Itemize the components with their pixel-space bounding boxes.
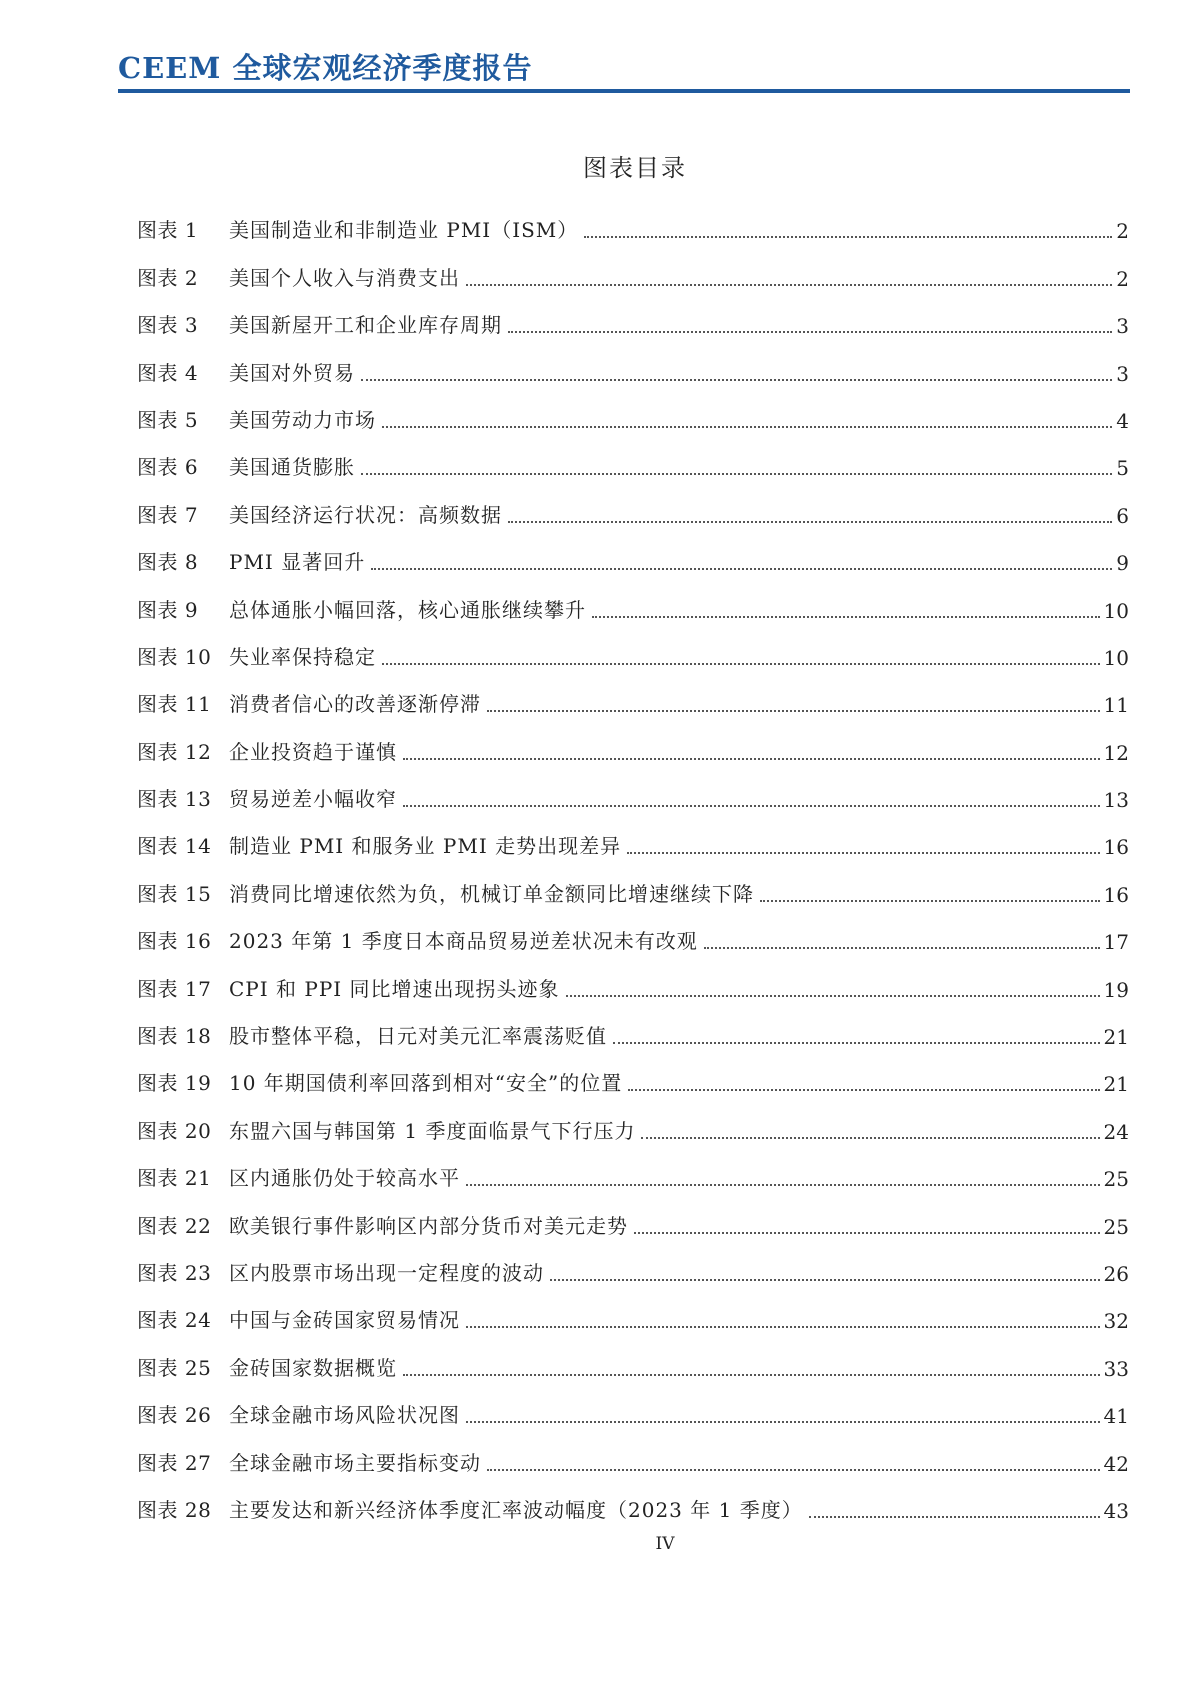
toc-entry-prefix: 图表 6: [137, 455, 199, 480]
toc-dot-leader: [361, 473, 1112, 475]
toc-entry-label: 欧美银行事件影响区内部分货币对美元走势: [229, 1213, 628, 1238]
toc-entry-page: 2: [1116, 266, 1129, 291]
toc-entry-page: 21: [1103, 1025, 1129, 1050]
toc-entry-prefix: 图表 13: [137, 787, 212, 812]
toc-entry[interactable]: [137, 1381, 1129, 1428]
toc-entry-prefix: 图表 5: [137, 407, 199, 432]
toc-entry-page: 10: [1103, 645, 1129, 670]
toc-entry-page: 3: [1116, 314, 1129, 339]
toc-entry-label: 2023 年第 1 季度日本商品贸易逆差状况未有改观: [229, 929, 698, 954]
toc-entry-label: 美国个人收入与消费支出: [229, 265, 460, 290]
toc-list: [137, 196, 1129, 1523]
toc-entry-page: 26: [1103, 1261, 1129, 1286]
toc-dot-leader: [403, 1374, 1100, 1376]
toc-entry-label: 股市整体平稳，日元对美元汇率震荡贬值: [229, 1024, 607, 1049]
toc-entry-label: 消费同比增速依然为负，机械订单金额同比增速继续下降: [229, 881, 754, 906]
toc-entry-label: 总体通胀小幅回落，核心通胀继续攀升: [229, 597, 586, 622]
toc-entry[interactable]: [137, 859, 1129, 906]
toc-dot-leader: [550, 1279, 1100, 1281]
toc-entry-prefix: 图表 7: [137, 502, 199, 527]
toc-entry[interactable]: [137, 196, 1129, 243]
toc-entry-label: 区内股票市场出现一定程度的波动: [229, 1260, 544, 1285]
toc-entry-page: 43: [1103, 1498, 1129, 1523]
toc-entry[interactable]: [137, 338, 1129, 385]
toc-entry-page: 2: [1116, 219, 1129, 244]
toc-entry[interactable]: [137, 291, 1129, 338]
toc-dot-leader: [592, 616, 1100, 618]
toc-entry[interactable]: [137, 433, 1129, 480]
toc-entry-prefix: 图表 27: [137, 1450, 212, 1475]
toc-entry[interactable]: [137, 907, 1129, 954]
toc-entry[interactable]: [137, 670, 1129, 717]
toc-dot-leader: [382, 426, 1112, 428]
toc-entry-label: CPI 和 PPI 同比增速出现拐头迹象: [229, 976, 560, 1001]
toc-entry-label: 10 年期国债利率回落到相对“安全”的位置: [229, 1071, 623, 1096]
toc-entry-page: 41: [1103, 1404, 1129, 1429]
toc-entry-prefix: 图表 22: [137, 1213, 212, 1238]
toc-dot-leader: [613, 1042, 1100, 1044]
toc-entry[interactable]: [137, 954, 1129, 1001]
toc-entry-page: 4: [1116, 408, 1129, 433]
toc-dot-leader: [809, 1516, 1100, 1518]
toc-entry-prefix: 图表 2: [137, 265, 199, 290]
page-number: IV: [655, 1534, 675, 1554]
toc-entry-label: 美国制造业和非制造业 PMI（ISM）: [229, 218, 579, 243]
toc-entry-page: 16: [1103, 882, 1129, 907]
toc-dot-leader: [466, 284, 1112, 286]
toc-dot-leader: [466, 1326, 1100, 1328]
header-divider: [118, 89, 1130, 93]
toc-entry-page: 21: [1103, 1072, 1129, 1097]
toc-entry-label: 区内通胀仍处于较高水平: [229, 1166, 460, 1191]
toc-entry-prefix: 图表 19: [137, 1071, 212, 1096]
toc-entry[interactable]: [137, 1476, 1129, 1523]
toc-entry[interactable]: [137, 1144, 1129, 1191]
toc-entry[interactable]: [137, 717, 1129, 764]
toc-entry[interactable]: [137, 1096, 1129, 1143]
toc-entry-page: 32: [1103, 1309, 1129, 1334]
toc-entry-page: 13: [1103, 788, 1129, 813]
toc-entry-label: 贸易逆差小幅收窄: [229, 787, 397, 812]
toc-entry-prefix: 图表 18: [137, 1024, 212, 1049]
toc-entry-page: 25: [1103, 1167, 1129, 1192]
toc-entry-prefix: 图表 1: [137, 218, 199, 243]
toc-entry-prefix: 图表 24: [137, 1308, 212, 1333]
toc-entry-label: 消费者信心的改善逐渐停滞: [229, 692, 481, 717]
toc-entry-prefix: 图表 8: [137, 550, 199, 575]
toc-dot-leader: [508, 331, 1112, 333]
toc-entry-page: 42: [1103, 1451, 1129, 1476]
toc-dot-leader: [641, 1137, 1099, 1139]
toc-entry-page: 10: [1103, 598, 1129, 623]
toc-entry-page: 9: [1116, 551, 1129, 576]
toc-entry-page: 5: [1116, 456, 1129, 481]
toc-dot-leader: [371, 568, 1112, 570]
toc-dot-leader: [628, 1089, 1099, 1091]
toc-entry-prefix: 图表 21: [137, 1166, 212, 1191]
toc-entry-page: 12: [1103, 740, 1129, 765]
toc-entry-label: 美国对外贸易: [229, 360, 355, 385]
toc-entry-prefix: 图表 25: [137, 1355, 212, 1380]
toc-entry[interactable]: [137, 1239, 1129, 1286]
toc-entry-page: 6: [1116, 503, 1129, 528]
toc-entry-page: 16: [1103, 835, 1129, 860]
toc-entry-page: 33: [1103, 1356, 1129, 1381]
toc-dot-leader: [627, 852, 1099, 854]
toc-entry[interactable]: [137, 480, 1129, 527]
toc-entry-page: 17: [1103, 930, 1129, 955]
toc-entry-prefix: 图表 26: [137, 1403, 212, 1428]
toc-dot-leader: [466, 1184, 1100, 1186]
toc-entry-label: 中国与金砖国家贸易情况: [229, 1308, 460, 1333]
toc-entry[interactable]: [137, 386, 1129, 433]
toc-title: 图表目录: [583, 154, 687, 182]
toc-entry-page: 24: [1103, 1119, 1129, 1144]
toc-entry-label: 东盟六国与韩国第 1 季度面临景气下行压力: [229, 1118, 636, 1143]
toc-entry-prefix: 图表 16: [137, 929, 212, 954]
toc-entry-prefix: 图表 4: [137, 360, 199, 385]
toc-entry-label: 美国劳动力市场: [229, 407, 376, 432]
toc-entry[interactable]: [137, 1002, 1129, 1049]
toc-entry-label: PMI 显著回升: [229, 550, 366, 575]
toc-entry-prefix: 图表 12: [137, 739, 212, 764]
toc-dot-leader: [403, 805, 1100, 807]
toc-dot-leader: [634, 1232, 1100, 1234]
toc-dot-leader: [584, 236, 1112, 238]
toc-dot-leader: [508, 521, 1112, 523]
toc-dot-leader: [487, 710, 1100, 712]
toc-dot-leader: [566, 995, 1100, 997]
toc-entry-prefix: 图表 3: [137, 313, 199, 338]
toc-dot-leader: [466, 1421, 1100, 1423]
toc-entry-prefix: 图表 14: [137, 834, 212, 859]
toc-entry-page: 3: [1116, 361, 1129, 386]
toc-entry[interactable]: [137, 528, 1129, 575]
toc-entry[interactable]: [137, 243, 1129, 290]
toc-entry[interactable]: [137, 1286, 1129, 1333]
toc-entry[interactable]: [137, 765, 1129, 812]
toc-entry-prefix: 图表 17: [137, 976, 212, 1001]
toc-entry[interactable]: [137, 1428, 1129, 1475]
toc-entry-prefix: 图表 15: [137, 881, 212, 906]
toc-entry-prefix: 图表 23: [137, 1260, 212, 1285]
toc-entry-label: 美国通货膨胀: [229, 455, 355, 480]
report-title: CEEM 全球宏观经济季度报告: [118, 51, 533, 85]
toc-dot-leader: [760, 900, 1100, 902]
toc-entry-label: 美国新屋开工和企业库存周期: [229, 313, 502, 338]
toc-entry-label: 失业率保持稳定: [229, 644, 376, 669]
toc-entry-prefix: 图表 11: [137, 692, 212, 717]
toc-entry[interactable]: [137, 575, 1129, 622]
toc-entry-prefix: 图表 28: [137, 1497, 212, 1522]
toc-dot-leader: [487, 1469, 1100, 1471]
toc-entry-page: 11: [1103, 693, 1129, 718]
toc-entry[interactable]: [137, 1049, 1129, 1096]
toc-entry-label: 企业投资趋于谨慎: [229, 739, 397, 764]
toc-dot-leader: [382, 663, 1100, 665]
toc-entry-label: 金砖国家数据概览: [229, 1355, 397, 1380]
toc-entry-label: 制造业 PMI 和服务业 PMI 走势出现差异: [229, 834, 622, 859]
toc-entry-prefix: 图表 9: [137, 597, 199, 622]
toc-entry[interactable]: [137, 623, 1129, 670]
toc-entry-label: 全球金融市场风险状况图: [229, 1403, 460, 1428]
toc-entry-label: 主要发达和新兴经济体季度汇率波动幅度（2023 年 1 季度）: [229, 1497, 803, 1522]
toc-entry[interactable]: [137, 812, 1129, 859]
toc-entry-label: 全球金融市场主要指标变动: [229, 1450, 481, 1475]
toc-entry-label: 美国经济运行状况：高频数据: [229, 502, 502, 527]
toc-dot-leader: [361, 379, 1112, 381]
toc-dot-leader: [704, 947, 1100, 949]
toc-entry-prefix: 图表 20: [137, 1118, 212, 1143]
toc-entry-page: 25: [1103, 1214, 1129, 1239]
toc-entry[interactable]: [137, 1191, 1129, 1238]
toc-entry-page: 19: [1103, 977, 1129, 1002]
toc-dot-leader: [403, 758, 1100, 760]
toc-entry[interactable]: [137, 1333, 1129, 1380]
toc-entry-prefix: 图表 10: [137, 644, 212, 669]
